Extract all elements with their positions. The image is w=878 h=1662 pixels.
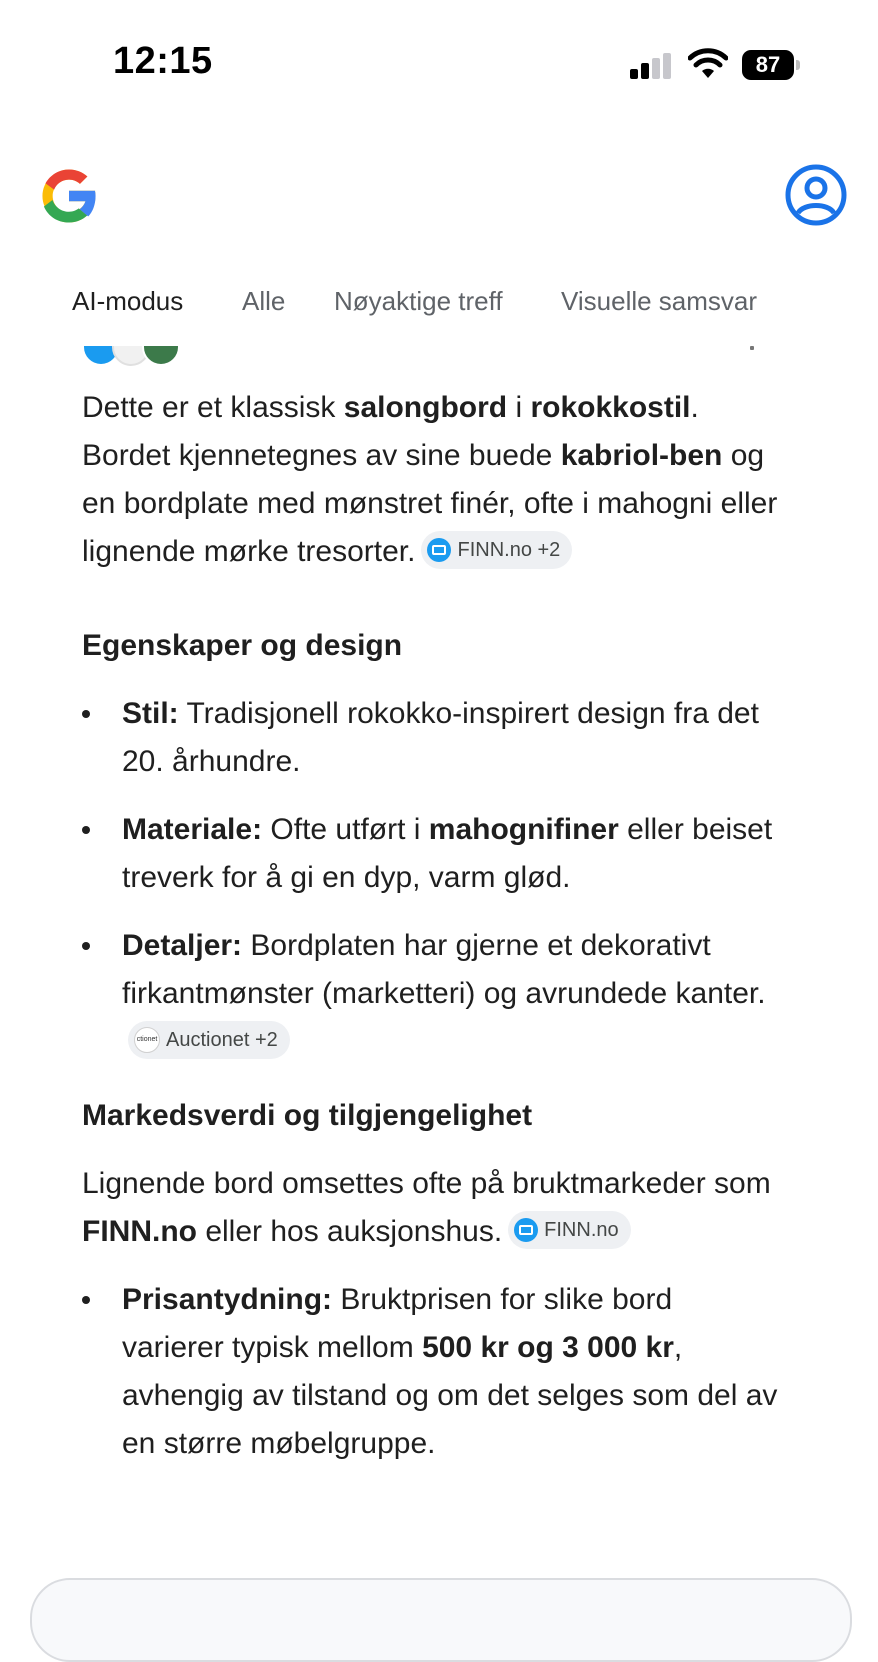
list-item: Prisantydning: Bruktprisen for slike bord varierer typisk mellom 500 kr og 3 000 kr, avhengig av tilstand og om det selges som del av en større møbelgruppe. (82, 1276, 782, 1468)
section-heading-markedsverdi: Markedsverdi og tilgjengelighet (82, 1099, 533, 1132)
list-item: Materiale: Ofte utført i mahognifiner eller beiset treverk for å gi en dyp, varm glød. (82, 806, 782, 902)
finn-favicon (427, 538, 451, 562)
search-mode-tabs (0, 280, 878, 330)
status-bar (0, 0, 878, 120)
tab-noyaktige-treff[interactable]: Nøyaktige treff (334, 286, 503, 316)
signal-icon (630, 53, 672, 79)
account-icon[interactable] (784, 163, 848, 227)
finn-favicon (514, 1218, 538, 1242)
follow-up-input-bar[interactable] (30, 1578, 852, 1662)
ai-answer (82, 384, 782, 1488)
section-heading-egenskaper: Egenskaper og design (82, 629, 403, 662)
header (0, 155, 878, 235)
source-chip-auctionet[interactable]: ctionet Auctionet +2 (128, 1021, 290, 1059)
list-item: Detaljer: Bordplaten har gjerne et dekorativt firkantmønster (marketteri) og avrundede kanter. ctionet Auctionet +2 (82, 922, 782, 1066)
auctionet-favicon: ctionet (134, 1027, 160, 1053)
tab-visuelle-samsvar[interactable]: Visuelle samsvar (561, 286, 758, 316)
tab-ai-modus[interactable]: AI-modus (72, 286, 184, 316)
list-item: Stil: Tradisjonell rokokko-inspirert design fra det 20. århundre. (82, 690, 782, 786)
wifi-icon (688, 48, 728, 80)
tab-alle[interactable]: Alle (242, 286, 286, 316)
intro-paragraph: Dette er et klassisk salongbord i rokokkostil. Bordet kjennetegnes av sine buede kabriol-ben og en bordplate med mønstret finér, ofte i mahogni eller lignende mørke tresorter. FINN.no +2 (82, 391, 778, 568)
source-chip-finn[interactable]: FINN.no (508, 1211, 630, 1249)
scroll-indicator (750, 346, 754, 350)
features-list (82, 690, 782, 1066)
source-favicons[interactable] (82, 346, 202, 366)
google-logo[interactable] (34, 161, 104, 231)
battery-icon (742, 50, 800, 80)
battery-level: 87 (742, 50, 794, 80)
status-time: 12:15 (113, 40, 213, 82)
source-chip-finn[interactable]: FINN.no +2 (421, 531, 572, 569)
market-paragraph: Lignende bord omsettes ofte på bruktmarkeder som FINN.no eller hos auksjonshus. FINN.no (82, 1167, 771, 1248)
price-list (82, 1276, 782, 1468)
source-favicon (142, 346, 180, 366)
